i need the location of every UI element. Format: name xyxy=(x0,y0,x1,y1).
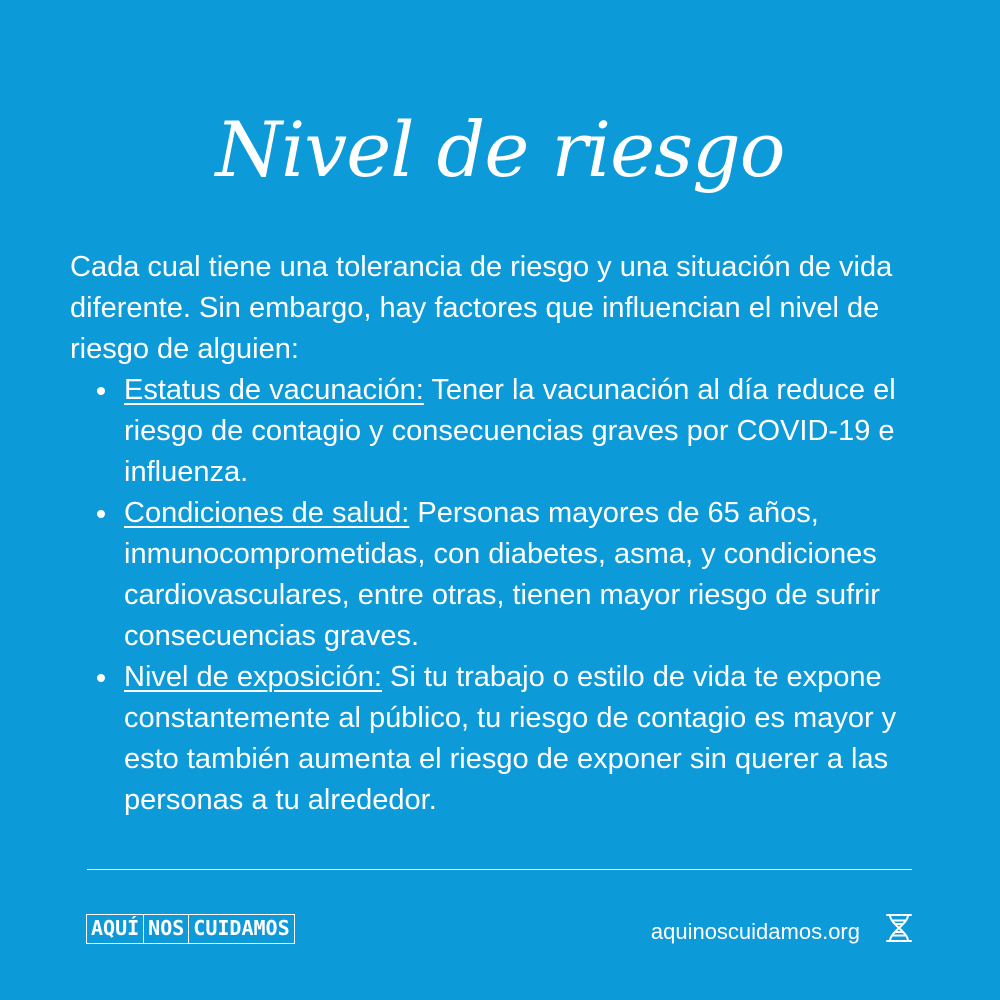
risk-factor-description: Si tu trabajo o estilo de vida te expone constantemente al público, tu riesgo de contagio es mayor y esto también aumenta el riesgo de exponer sin querer a las personas a tu alrededor. xyxy=(124,661,897,816)
bullet-icon xyxy=(97,674,105,682)
footer-divider xyxy=(87,869,912,870)
bullet-icon xyxy=(97,510,105,518)
brand-logo xyxy=(86,914,295,944)
risk-factor-description: Personas mayores de 65 años, inmunocomprometidas, con diabetes, asma, y condiciones cardiovasculares, entre otras, tienen mayor riesgo de sufrir consecuencias graves. xyxy=(124,497,880,652)
risk-factor-term: Condiciones de salud: xyxy=(124,497,410,529)
intro-paragraph: Cada cual tiene una tolerancia de riesgo y una situación de vida diferente. Sin embargo, hay factores que influencian el nivel de riesgo de alguien: xyxy=(70,251,893,365)
brand-word: AQUÍ xyxy=(91,916,140,940)
main-content xyxy=(70,247,940,821)
dna-icon xyxy=(883,912,915,944)
risk-factor-term: Nivel de exposición: xyxy=(124,661,382,693)
brand-word: NOS xyxy=(143,915,188,943)
risk-factor-list xyxy=(70,370,940,821)
bullet-icon xyxy=(97,387,105,395)
risk-factor-health-conditions xyxy=(124,493,940,657)
risk-factor-term: Estatus de vacunación: xyxy=(124,374,424,406)
risk-factor-vaccination xyxy=(124,370,940,493)
page-title: Nivel de riesgo xyxy=(215,105,785,194)
risk-factor-description: Tener la vacunación al día reduce el riesgo de contagio y consecuencias graves por COVID-19 e influenza. xyxy=(124,374,896,488)
risk-factor-exposure xyxy=(124,657,940,821)
brand-word: CUIDAMOS xyxy=(188,915,293,943)
website-url: aquinoscuidamos.org xyxy=(650,919,860,944)
